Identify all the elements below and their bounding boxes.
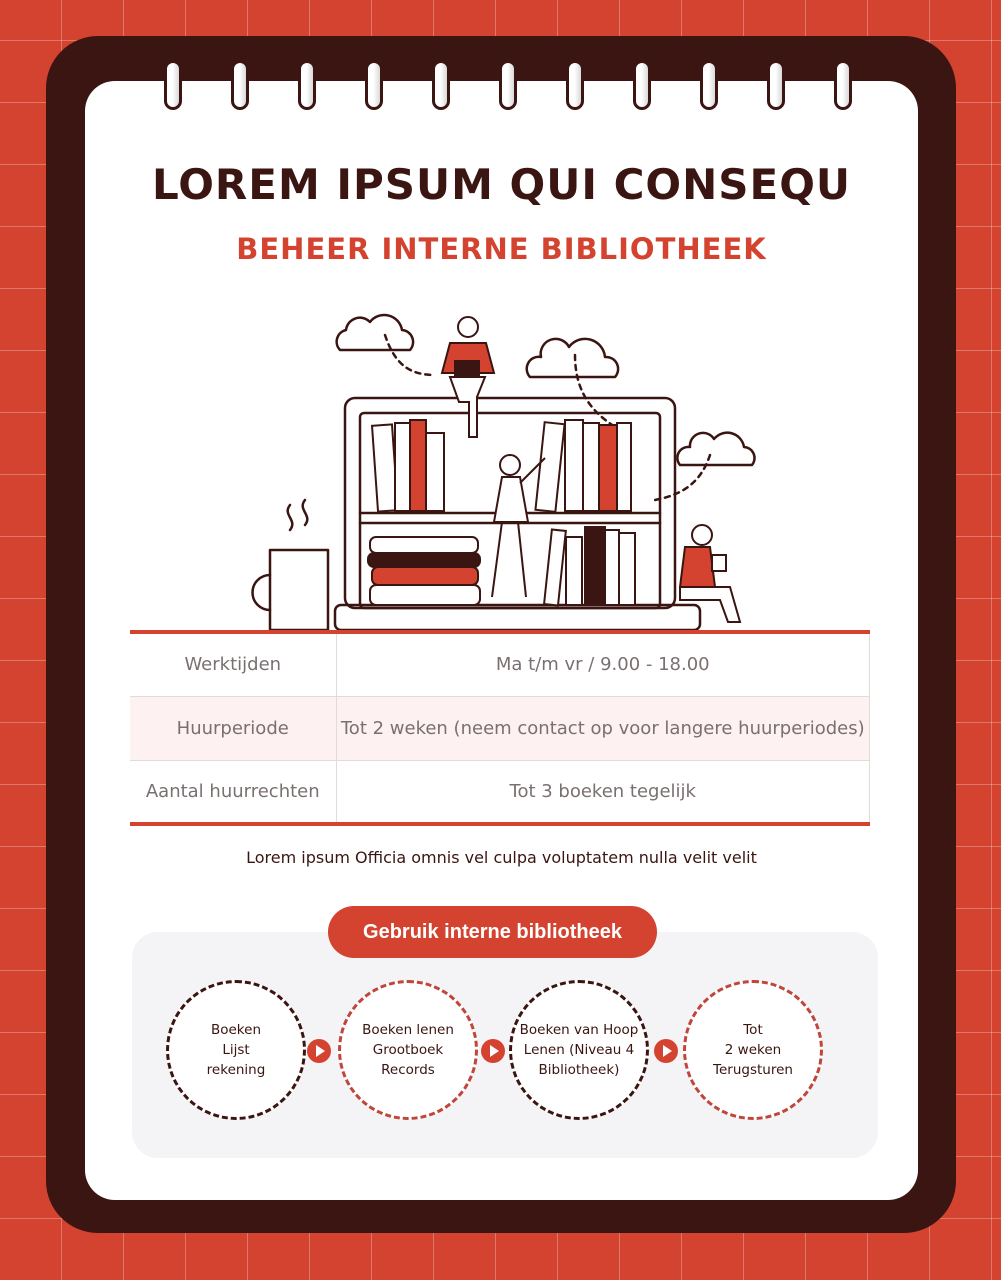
- binding-ring: [566, 60, 584, 110]
- process-step: Boeken lenen Grootboek Records: [338, 980, 478, 1120]
- table-cell-label: Huurperiode: [130, 696, 336, 760]
- table-cell-label: Werktijden: [130, 632, 336, 696]
- process-title-button[interactable]: Gebruik interne bibliotheek: [328, 906, 657, 958]
- process-step: Boeken Lijst rekening: [166, 980, 306, 1120]
- arrow-right-icon: [307, 1039, 331, 1063]
- binding-ring: [231, 60, 249, 110]
- table-cell-value: Tot 3 boeken tegelijk: [336, 760, 870, 824]
- library-illustration: [240, 305, 760, 635]
- spiral-binding: [0, 0, 1001, 120]
- arrow-right-icon: [481, 1039, 505, 1063]
- info-table: [130, 630, 870, 826]
- table-cell-value: Tot 2 weken (neem contact op voor langere huurperiodes): [336, 696, 870, 760]
- binding-ring: [834, 60, 852, 110]
- page-title: LOREM IPSUM QUI CONSEQU: [151, 160, 852, 209]
- binding-ring: [633, 60, 651, 110]
- binding-ring: [298, 60, 316, 110]
- arrow-right-icon: [654, 1039, 678, 1063]
- binding-ring: [365, 60, 383, 110]
- binding-ring: [700, 60, 718, 110]
- table-row: [130, 632, 870, 696]
- cloud-icon: [677, 433, 754, 465]
- table-row: [130, 696, 870, 760]
- binding-ring: [499, 60, 517, 110]
- binding-ring: [164, 60, 182, 110]
- process-step: Tot 2 weken Terugsturen: [683, 980, 823, 1120]
- page-subtitle: BEHEER INTERNE BIBLIOTHEEK: [236, 232, 767, 266]
- table-cell-value: Ma t/m vr / 9.00 - 18.00: [336, 632, 870, 696]
- cloud-icon: [527, 339, 618, 377]
- cloud-icon: [337, 315, 413, 350]
- note-text: Lorem ipsum Officia omnis vel culpa voluptatem nulla velit velit: [246, 848, 757, 867]
- table-row: [130, 760, 870, 824]
- binding-ring: [432, 60, 450, 110]
- binding-ring: [767, 60, 785, 110]
- process-step: Boeken van Hoop Lenen (Niveau 4 Bibliotheek): [509, 980, 649, 1120]
- table-cell-label: Aantal huurrechten: [130, 760, 336, 824]
